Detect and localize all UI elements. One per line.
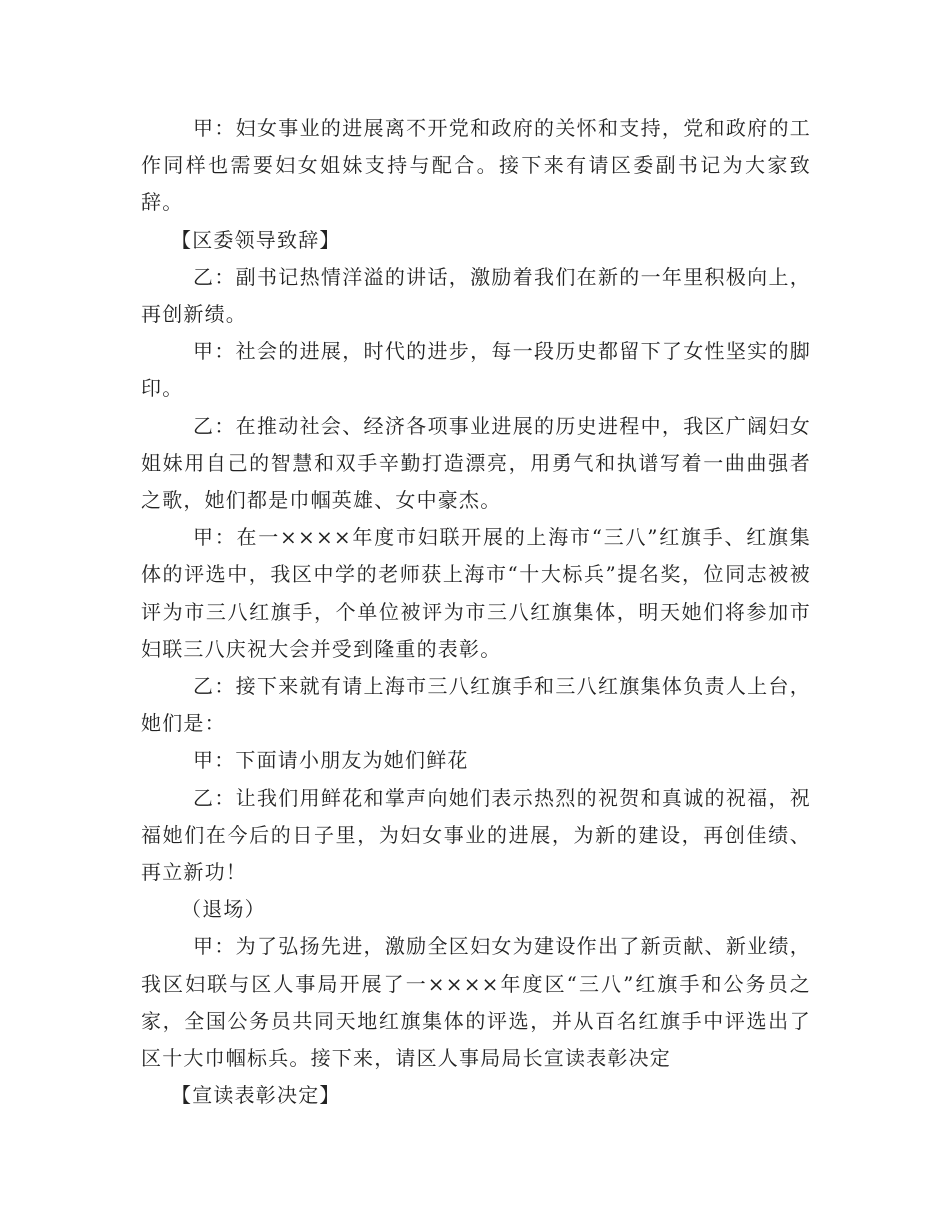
- section-heading-leader-speech: 【区委领导致辞】: [171, 227, 341, 252]
- paragraph-3: 甲：社会的进展，时代的进步，每一段历史都留下了女性坚实的脚印。: [141, 339, 811, 401]
- paragraph-1: 甲：妇女事业的进展离不开党和政府的关怀和支持，党和政府的工作同样也需要妇女姐妹支持与配合。接下来有请区委副书记为大家致辞。: [141, 116, 811, 215]
- paragraph-9: 甲：为了弘扬先进，激励全区妇女为建设作出了新贡献、新业绩，我区妇联与区人事局开展了一××××年度区“三八”红旗手和公务员之家，全国公务员共同天地红旗集体的评选，并从百名红旗手中评选出了区十大巾帼标兵。接下来，请区人事局局长宣读表彰决定: [141, 934, 811, 1071]
- paragraph-5: 甲：在一××××年度市妇联开展的上海市“三八”红旗手、红旗集体的评选中，我区中学的老师获上海市“十大标兵”提名奖，位同志被被评为市三八红旗手，个单位被评为市三八红旗集体，明天她们将参加市妇联三八庆祝大会并受到隆重的表彰。: [141, 525, 811, 661]
- stage-direction-exit: （退场）: [181, 897, 266, 922]
- paragraph-8: 乙：让我们用鲜花和掌声向她们表示热烈的祝贺和真诚的祝福，祝福她们在今后的日子里，为妇女事业的进展，为新的建设，再创佳绩、再立新功！: [141, 785, 811, 885]
- paragraph-4: 乙：在推动社会、经济各项事业进展的历史进程中，我区广阔妇女姐妹用自己的智慧和双手辛勤打造漂亮，用勇气和执谱写着一曲曲强者之歌，她们都是巾帼英雄、女中豪杰。: [141, 413, 811, 513]
- paragraph-2: 乙：副书记热情洋溢的讲话，激励着我们在新的一年里积极向上，再创新绩。: [141, 264, 811, 327]
- section-heading-award-decision: 【宣读表彰决定】: [171, 1083, 341, 1108]
- paragraph-7: 甲：下面请小朋友为她们鲜花: [193, 748, 469, 773]
- document-body: [141, 110, 811, 1114]
- paragraph-6: 乙：接下来就有请上海市三八红旗手和三八红旗集体负责人上台，她们是：: [141, 674, 811, 736]
